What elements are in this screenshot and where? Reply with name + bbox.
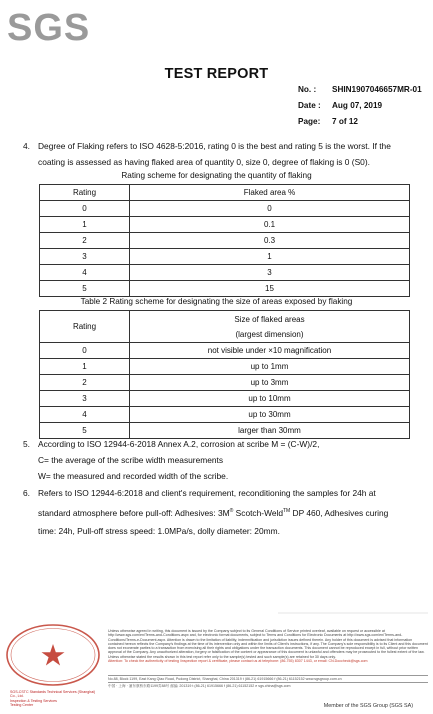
table-cell: 0 <box>130 201 410 217</box>
table-2-header-size-line-2: (largest dimension) <box>235 329 304 339</box>
table-cell: 4 <box>40 407 130 423</box>
table-1-header-area: Flaked area % <box>130 185 410 201</box>
seal-label <box>10 690 96 707</box>
item-6-line-2 <box>38 502 423 522</box>
table-cell: 2 <box>40 233 130 249</box>
table-cell: 4 <box>40 265 130 281</box>
table-row <box>40 249 410 265</box>
table-2-header-row <box>40 311 410 343</box>
table-cell: 0 <box>40 201 130 217</box>
report-number-value: SHIN1907046657MR-01 <box>332 85 422 94</box>
table-cell: 5 <box>40 423 130 439</box>
table-row <box>40 201 410 217</box>
table-cell: 5 <box>40 281 130 297</box>
report-page-value: 7 of 12 <box>332 117 358 126</box>
table-row <box>40 391 410 407</box>
item-6-line-2-b: Scotch-Weld <box>233 507 283 518</box>
item-5-line-3: W= the measured and recorded width of the scribe. <box>38 471 229 481</box>
table-row <box>40 343 410 359</box>
seal-star-icon <box>42 644 65 666</box>
table-cell: 1 <box>40 217 130 233</box>
item-5 <box>23 436 423 484</box>
table-row <box>40 265 410 281</box>
item-4-line-1: Degree of Flaking refers to ISO 4628-5:2016, rating 0 is the best and rating 5 is the worst. If the <box>38 141 391 151</box>
table-2-header-size-line-1: Size of flaked areas <box>234 314 305 324</box>
item-6 <box>23 484 423 540</box>
table-cell: not visible under ×10 magnification <box>130 343 410 359</box>
page-title: TEST REPORT <box>164 66 269 82</box>
faint-stamp-line <box>278 611 428 615</box>
report-date <box>298 101 382 110</box>
footer-disclaimer <box>108 629 428 663</box>
table-cell: 1 <box>40 359 130 375</box>
table-cell: 3 <box>40 249 130 265</box>
table-cell: up to 3mm <box>130 375 410 391</box>
table-cell: up to 30mm <box>130 407 410 423</box>
item-4-number: 4. <box>23 141 30 151</box>
seal-line-1: SGS-CSTC Standards Technical Services (Shanghai) Co., Ltd. <box>10 690 96 699</box>
table-row <box>40 359 410 375</box>
table-1-header-rating: Rating <box>40 185 130 201</box>
table-row <box>40 233 410 249</box>
item-6-line-1: Refers to ISO 12944-6:2018 and client's requirement, reconditioning the samples for 24h at <box>38 488 376 498</box>
table-1-header-row <box>40 185 410 201</box>
seal-line-3: Testing Center <box>10 702 34 707</box>
table-cell: up to 1mm <box>130 359 410 375</box>
authenticity-note: Attention: To check the authenticity of testing /inspection report & certificate, please contact us at telephone: (86-755) 8307 1443, or email: CN.Doccheck@sgs.com <box>108 659 368 664</box>
table-cell: 2 <box>40 375 130 391</box>
table-2 <box>39 310 410 439</box>
table-2-caption: Table 2 Rating scheme for designating the size of areas exposed by flaking <box>80 297 353 306</box>
logo-text: SGS <box>7 7 91 48</box>
report-date-label: Date : <box>298 101 321 110</box>
table-cell: 1 <box>130 249 410 265</box>
report-number-label: No. : <box>298 85 317 94</box>
table-cell: larger than 30mm <box>130 423 410 439</box>
item-6-line-2-c: DP 460, Adhesives curing <box>290 507 389 518</box>
company-seal <box>4 622 102 688</box>
table-row <box>40 217 410 233</box>
item-6-line-3: time: 24h, Pull-off stress speed: 1.0MPa/s, dolly diameter: 20mm. <box>38 525 280 536</box>
item-5-line-1: According to ISO 12944-6-2018 Annex A.2, corrosion at scribe M = (C-W)/2, <box>38 439 320 449</box>
disclaimer-text: Unless otherwise agreed in writing, this document is issued by the Company subject to its General Conditions of Service printed overleaf, available on request or accessible at http://www.sgs.com/en/Terms-and-Conditions.aspx and, for electronic format documents, subject to Terms and Conditions for Electronic Documents at http://www.sgs.com/en/Terms-and-Conditions/Terms-e-Document.aspx. Attention is drawn to the limitation of liability, indemnification and jurisdiction issues defined therein. Any holder of this document is advised that information contained hereon reflects the Company's findings at the time of its intervention only and within the limits of Client's instructions, if any. The Company's sole responsibility is to its Client and this document does not exonerate parties to a transaction from exercising all their rights and obligations under the transaction documents. This document cannot be reproduced except in full, without prior written approval of the Company. Any unauthorized alteration, forgery or falsification of the content or appearance of this document is unlawful and offenders may be prosecuted to the fullest extent of the law. Unless otherwise stated the results shown in this test report refer only to the sample(s) tested and such sample(s) are retained for 30 days only. <box>108 629 428 659</box>
table-cell: 15 <box>130 281 410 297</box>
report-page-label: Page: <box>298 117 321 126</box>
item-5-line-2: C= the average of the scribe width measurements <box>38 455 224 465</box>
table-row <box>40 375 410 391</box>
report-number <box>298 85 422 94</box>
seal-line-2: Inspection & Testing Services <box>10 698 57 703</box>
item-4-line-2: coating is assessed as having flaked area of quantity 0, size 0, degree of flaking is 0 (S0). <box>38 157 370 167</box>
registered-mark: ® <box>229 508 234 514</box>
address-chinese: 中国 · 上海 · 浦东康桥东路1199弄88号 邮编: 201319 t (86-21) 61915666 f (86-21) 61152152 e sgs.china@sgs.com <box>108 682 428 689</box>
item-6-line-2-a: standard atmosphere before pull-off: Adhesives: 3M <box>38 507 230 518</box>
footer-address <box>108 675 428 689</box>
sgs-logo <box>5 4 105 48</box>
table-cell: up to 10mm <box>130 391 410 407</box>
address-english: No.88, Block 1199, East Kang Qiao Road, Pudong District, Shanghai, China 201319 t (86-21) 61915666 f (86-21) 61152152 www.sgsgroup.com.cn <box>108 675 428 682</box>
item-4 <box>23 138 423 170</box>
report-date-value: Aug 07, 2019 <box>332 101 383 110</box>
table-1-caption: Rating scheme for designating the quantity of flaking <box>121 171 312 180</box>
table-1 <box>39 184 410 297</box>
group-membership: Member of the SGS Group (SGS SA) <box>323 703 413 709</box>
table-row <box>40 281 410 297</box>
item-6-number: 6. <box>23 488 30 498</box>
table-2-header-size <box>130 311 410 343</box>
table-cell: 3 <box>40 391 130 407</box>
table-2-header-rating: Rating <box>40 311 130 343</box>
item-5-number: 5. <box>23 439 30 449</box>
table-cell: 0 <box>40 343 130 359</box>
table-cell: 0.3 <box>130 233 410 249</box>
table-cell: 3 <box>130 265 410 281</box>
table-cell: 0.1 <box>130 217 410 233</box>
report-page <box>298 117 358 126</box>
table-row <box>40 407 410 423</box>
trademark-mark: TM <box>283 508 291 514</box>
